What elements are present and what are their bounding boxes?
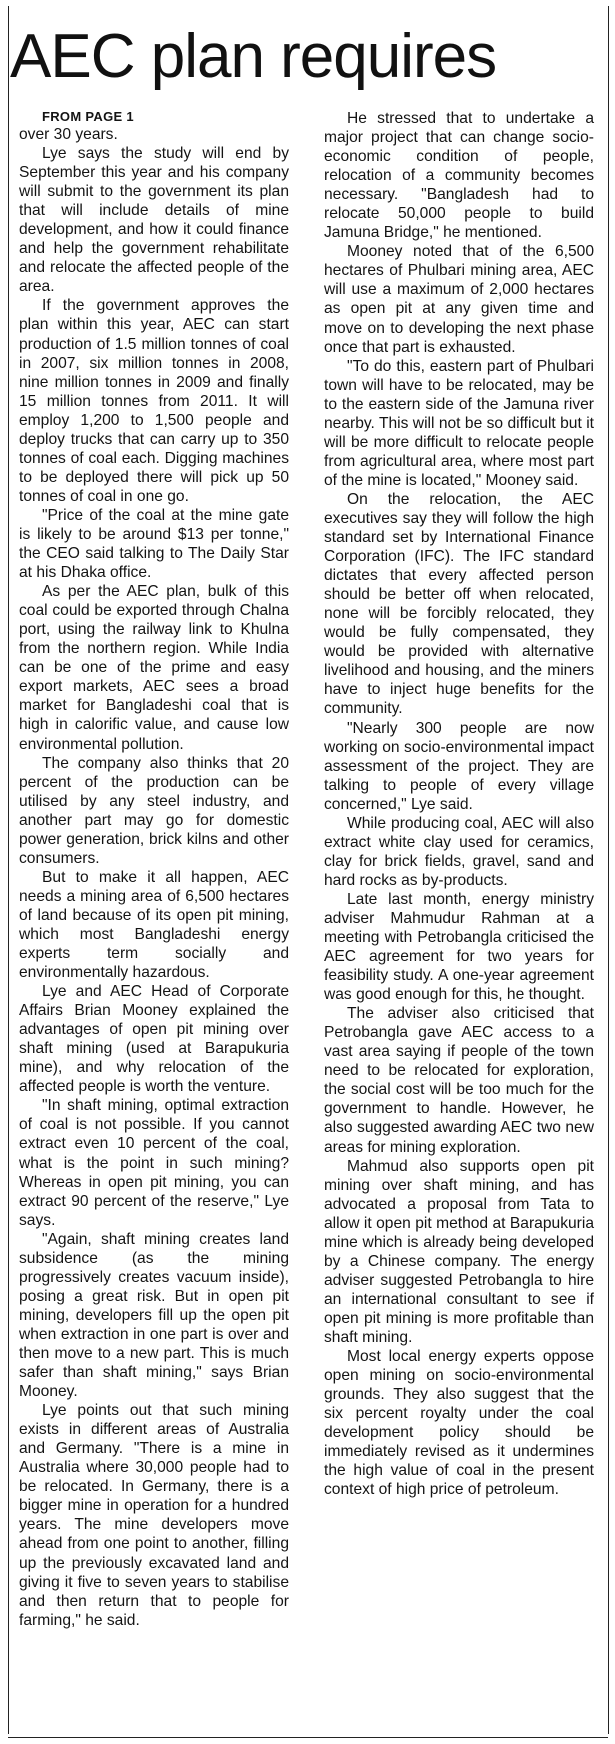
right-column bbox=[324, 109, 594, 1499]
paragraph: On the relocation, the AEC executives say they will follow the high standard set by International Finance Corporation (IFC). The IFC standard dictates that every affected person should be better off when relocated, none will be forcibly relocated, they would be fully compensated, they would be provided with alternative livelihood and housing, and the miners have to inject huge benefits for the community. bbox=[324, 490, 594, 718]
paragraph: "In shaft mining, optimal extraction of coal is not possible. If you cannot extract even 10 percent of the coal, what is the point in such mining? Whereas in open pit mining, you can extract 90 percent of the reserve," Lye says. bbox=[19, 1097, 289, 1229]
paragraph: While producing coal, AEC will also extract white clay used for ceramics, clay for brick fields, gravel, sand and hard rocks as by-products. bbox=[324, 814, 594, 889]
paragraph: Lye says the study will end by September this year and his company will submit to the government its plan that will include details of mine development, and how it could finance and help the government rehabilitate and relocate the affected people of the area. bbox=[19, 145, 289, 296]
paragraph: As per the AEC plan, bulk of this coal could be exported through Chalna port, using the railway link to Khulna from the northern region. While India can be one of the prime and easy export markets, AEC sees a broad market for Bangladeshi coal that is high in calorific value, and cause low environmental pollution. bbox=[19, 583, 289, 753]
paragraph: Late last month, energy ministry adviser Mahmudur Rahman at a meeting with Petrobangla criticised the AEC agreement for two years for feasibility study. A one-year agreement was good enough for this, he thought. bbox=[324, 890, 594, 1004]
paragraph: "Again, shaft mining creates land subsidence (as the mining progressively creates vacuum inside), posing a great risk. But in open pit mining, developers fill up the open pit when extraction in one part is over and then move to a new part. This is much safer than shaft mining," says Brian Mooney. bbox=[19, 1230, 289, 1401]
paragraph: He stressed that to undertake a major project that can change socio-economic condition of people, relocation of a community becomes necessary. "Bangladesh had to relocate 50,000 people to build Jamuna Bridge," he mentioned. bbox=[324, 110, 594, 242]
paragraph: "Nearly 300 people are now working on socio-environmental impact assessment of the project. They are talking to people of every village concerned," Lye said. bbox=[324, 719, 594, 813]
paragraph: Lye and AEC Head of Corporate Affairs Brian Mooney explained the advantages of open pit mining over shaft mining (used at Barapukuria mine), and why relocation of the affected people is worth the venture. bbox=[19, 983, 289, 1096]
bottom-rule bbox=[8, 1737, 608, 1738]
paragraph: Mooney noted that of the 6,500 hectares of Phulbari mining area, AEC will use a maximum of 2,000 hectares as open pit at any given time and move on to developing the next phase once that part is exhausted. bbox=[324, 243, 594, 356]
paragraph: "Price of the coal at the mine gate is likely to be around $13 per tonne," the CEO said talking to The Daily Star at his Dhaka office. bbox=[19, 506, 289, 582]
paragraph: If the government approves the plan within this year, AEC can start production of 1.5 million tonnes of coal in 2007, six million tonnes in 2008, nine million tonnes in 2009 and finally 15 million tonnes from 2011. It will employ 1,200 to 1,500 people and deploy trucks that can carry up to 350 tonnes of coal each. Digging machines to be deployed there will pick up 50 tonnes of coal in one go. bbox=[19, 297, 289, 505]
paragraph: The company also thinks that 20 percent of the production can be utilised by any steel industry, and another part may go for domestic power generation, brick kilns and other consumers. bbox=[19, 754, 289, 867]
paragraph: The adviser also criticised that Petrobangla gave AEC access to a vast area saying if people of the town need to be relocated for exploration, the social cost will be too much for the government to handle. However, he also suggested awarding AEC two new areas for mining exploration. bbox=[324, 1005, 594, 1156]
paragraph: But to make it all happen, AEC needs a mining area of 6,500 hectares of land because of its open pit mining, which most Bangladeshi energy experts term socially and environmentally hazardous. bbox=[19, 868, 289, 982]
paragraph: Mahmud also supports open pit mining over shaft mining, and has advocated a proposal from Tata to allow it open pit method at Barapukuria mine which is already being developed by a Chinese company. The energy adviser suggested Petrobangla to hire an international consultant to see if open pit mining is more profitable than shaft mining. bbox=[324, 1157, 594, 1346]
paragraph: Lye points out that such mining exists in different areas of Australia and Germany. "There is a mine in Australia where 30,000 people had to be relocated. In Germany, there is a bigger mine in operation for a hundred years. The mine developers move ahead from one point to another, filling up the previously excavated land and giving it five to seven years to stabilise and then return that to people for farming," he said. bbox=[19, 1402, 289, 1629]
headline: AEC plan requires bbox=[10, 22, 497, 91]
jump-label: FROM PAGE 1 bbox=[42, 109, 134, 124]
left-column bbox=[19, 109, 289, 1630]
paragraph: over 30 years. bbox=[19, 126, 118, 143]
paragraph: "To do this, eastern part of Phulbari town will have to be relocated, may be to the eastern side of the Jamuna river nearby. This will not be so difficult but it will be more difficult to relocate people from agricultural area, where most part of the mine is located," Mooney said. bbox=[324, 357, 594, 489]
paragraph: Most local energy experts oppose open mining on socio-environmental grounds. They also suggest that the six percent royalty under the coal development policy should be immediately revised as it undermines the high value of coal in the present context of high price of petroleum. bbox=[324, 1348, 594, 1499]
